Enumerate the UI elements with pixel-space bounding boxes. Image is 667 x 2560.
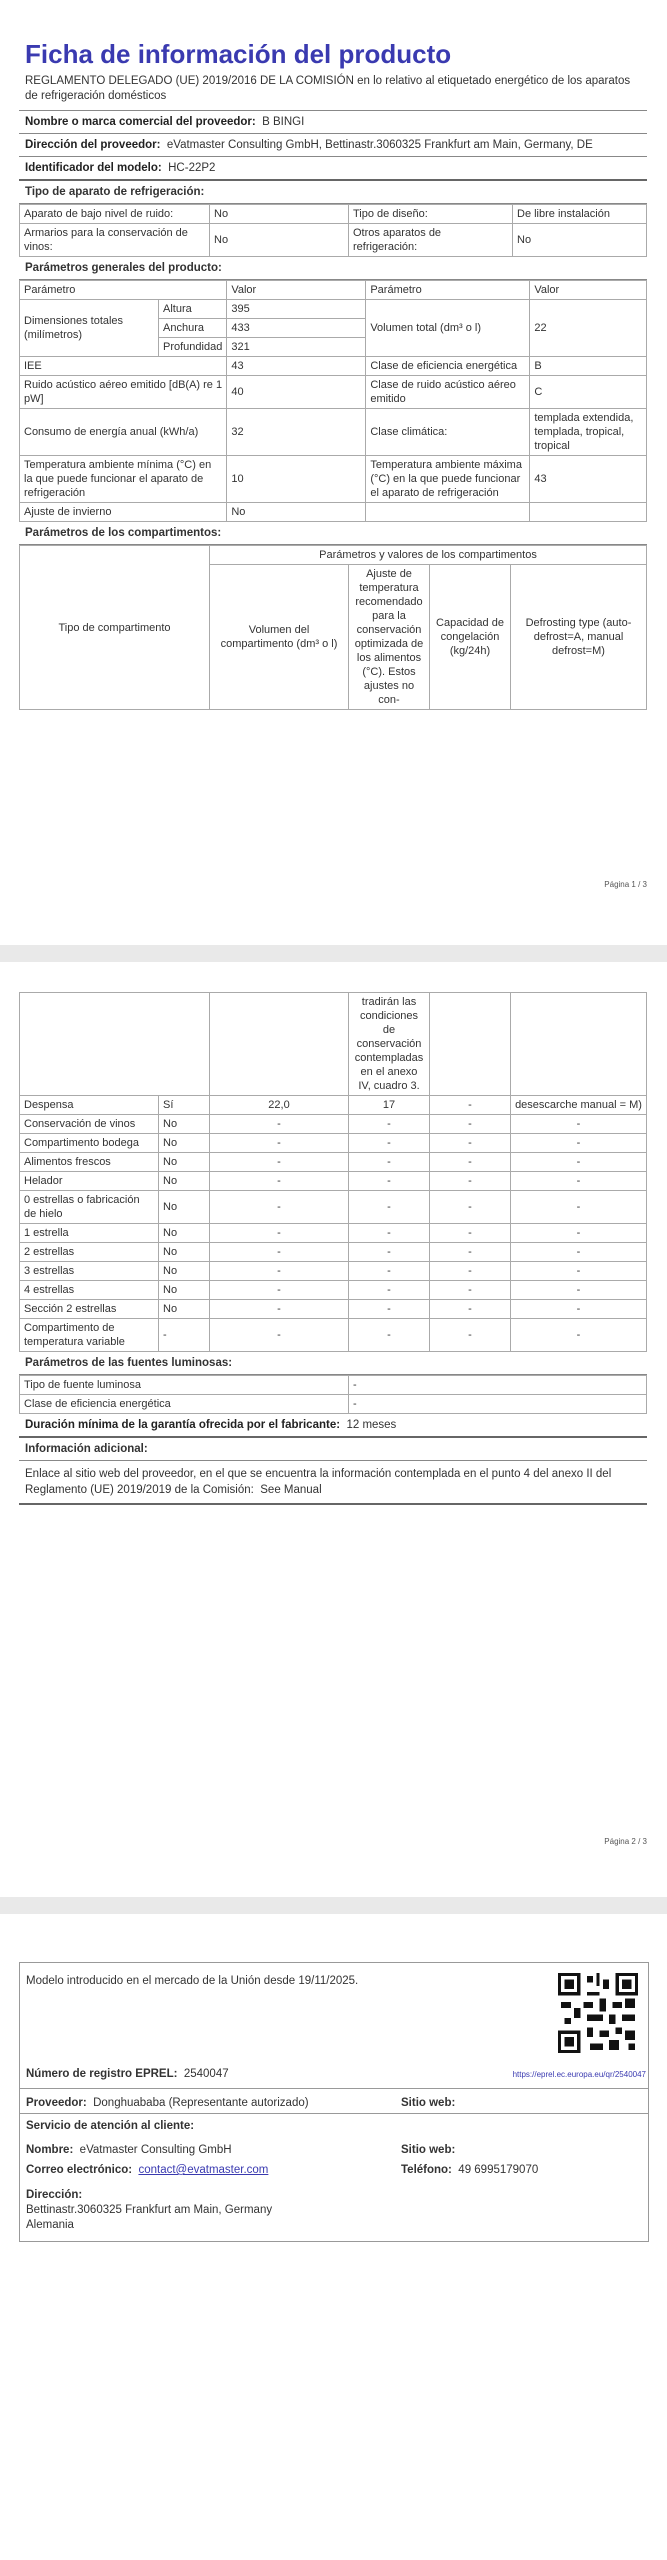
page-3: [0, 1914, 667, 2560]
compartment-temp: -: [349, 1172, 430, 1191]
compartment-temp: -: [349, 1115, 430, 1134]
page-number: Página 1 / 3: [604, 880, 647, 889]
compartment-defrost: -: [511, 1224, 647, 1243]
compartment-row: [20, 1281, 647, 1300]
model-row: Identificador del modelo: HC-22P2: [19, 157, 647, 181]
compartment-temp: 17: [349, 1096, 430, 1115]
general-params-table: Parámetro Valor Parámetro Valor Dimensiones totales (milímetros) Altura 395 Volumen total (dm³ o l) 22 Anchura 433 Profundidad 321 IEE 43 Clase de eficiencia energética B Ruido acústico aéreo emitido [dB(A) re 1 pW] 40 Clase de ruido acústico aéreo emitido C Consumo de energía anual (kWh/a) 32 Clase climática: templada extendida, templada, tropical, tropical Temperatura ambiente mínima (°C) en la que puede funcionar el aparato de refrigeración 10 Temperatura ambiente máxima (°C) en la que puede funcionar el aparato de refrigeración 43 Ajuste de invierno No: [19, 280, 647, 522]
compartment-present: No: [159, 1115, 210, 1134]
compartment-name: Compartimento de temperatura variable: [20, 1319, 159, 1352]
compartment-freeze: -: [430, 1134, 511, 1153]
compartment-temp: -: [349, 1243, 430, 1262]
compartment-defrost: -: [511, 1319, 647, 1352]
compartment-present: No: [159, 1134, 210, 1153]
provider-row: Proveedor: Donghuababa (Representante autorizado) Sitio web:: [20, 2093, 648, 2114]
compartment-name: Despensa: [20, 1096, 159, 1115]
page-2: [0, 962, 667, 1897]
compartment-volume: -: [210, 1191, 349, 1224]
compartment-row: [20, 1319, 647, 1352]
compartment-name: 4 estrellas: [20, 1281, 159, 1300]
compartment-volume: -: [210, 1153, 349, 1172]
product-sheet: [19, 36, 647, 710]
additional-info: Enlace al sitio web del proveedor, en el que se encuentra la información contemplada en el punto 4 del anexo II del Reglamento (UE) 2019/2019 de la Comisión: See Manual: [19, 1461, 647, 1505]
compartment-name: 2 estrellas: [20, 1243, 159, 1262]
appliance-type-table: Aparato de bajo nivel de ruido: No Tipo de diseño: De libre instalación Armarios para la conservación de vinos: No Otros aparatos de refrigeración: No: [19, 204, 647, 257]
compartment-defrost: -: [511, 1281, 647, 1300]
compartment-defrost: -: [511, 1115, 647, 1134]
compartment-freeze: -: [430, 1153, 511, 1172]
compartment-name: Helador: [20, 1172, 159, 1191]
compartment-defrost: -: [511, 1153, 647, 1172]
compartments-header-table: Tipo de compartimento Parámetros y valores de los compartimentos Volumen del compartimento (dm³ o l) Ajuste de temperatura recomendado para la conservación optimizada de los alimentos (°C). Estos ajustes no con- Capacidad de congelación (kg/24h) Defrosting type (auto-defrost=A, manual defrost=M): [19, 545, 647, 710]
manual-link[interactable]: See Manual: [260, 1484, 322, 1496]
compartment-name: Compartimento bodega: [20, 1134, 159, 1153]
compartment-freeze: -: [430, 1300, 511, 1319]
compartment-name: Conservación de vinos: [20, 1115, 159, 1134]
compartment-row: [20, 1153, 647, 1172]
compartment-volume: -: [210, 1172, 349, 1191]
compartment-name: Sección 2 estrellas: [20, 1300, 159, 1319]
eprel-row: Número de registro EPREL: 2540047 https://eprel.ec.europa.eu/qr/2540047: [20, 2068, 648, 2089]
product-sheet-continued: [19, 992, 647, 1505]
compartment-defrost: -: [511, 1191, 647, 1224]
compartments-table: tradirán las condiciones de conservación contempladas en el anexo IV, cuadro 3. Despensa Sí 22,0 17 - desescarche manual = M) Conservación de vinos No - - - - Compartimento bodega No - - - - Alimentos frescos No - - - - Helador No - - - - 0 estrellas o fabricación de hielo No - - - - 1 estrella No - - - - 2 estrellas No - - - - 3 estrellas No - - - - 4 estrellas No - - - - Sección 2 estrellas No - - - - Compartimento de temperatura variable - - - - -: [19, 992, 647, 1352]
compartment-freeze: -: [430, 1262, 511, 1281]
compartment-defrost: -: [511, 1262, 647, 1281]
compartment-name: 1 estrella: [20, 1224, 159, 1243]
compartment-defrost: -: [511, 1172, 647, 1191]
compartment-row: [20, 1115, 647, 1134]
service-name-row: Nombre: eVatmaster Consulting GmbH Sitio web:: [26, 2144, 456, 2156]
compartment-present: Sí: [159, 1096, 210, 1115]
compartment-volume: -: [210, 1300, 349, 1319]
compartment-temp: -: [349, 1262, 430, 1281]
market-date: Modelo introducido en el mercado de la Unión desde 19/11/2025.: [26, 1975, 359, 1987]
compartment-volume: -: [210, 1319, 349, 1352]
compartment-name: 3 estrellas: [20, 1262, 159, 1281]
compartment-name: 0 estrellas o fabricación de hielo: [20, 1191, 159, 1224]
compartment-temp: -: [349, 1300, 430, 1319]
general-params-heading: Parámetros generales del producto:: [19, 257, 647, 280]
compartment-defrost: -: [511, 1134, 647, 1153]
page-1: [0, 0, 667, 945]
compartment-defrost: -: [511, 1243, 647, 1262]
compartments-heading: Parámetros de los compartimentos:: [19, 522, 647, 545]
compartment-volume: 22,0: [210, 1096, 349, 1115]
regulation-text: REGLAMENTO DELEGADO (UE) 2019/2016 DE LA COMISIÓN en lo relativo al etiquetado energético de los aparatos de refrigeración domésticos: [19, 72, 647, 111]
supplier-row: Nombre o marca comercial del proveedor: B BINGI: [19, 111, 647, 134]
registration-box: [19, 1962, 649, 2242]
compartment-row: [20, 1262, 647, 1281]
compartment-volume: -: [210, 1134, 349, 1153]
page-title: Ficha de información del producto: [25, 39, 452, 69]
compartment-row: [20, 1191, 647, 1224]
compartment-freeze: -: [430, 1172, 511, 1191]
warranty-row: Duración mínima de la garantía ofrecida por el fabricante: 12 meses: [19, 1414, 647, 1438]
address-row: Dirección del proveedor: eVatmaster Consulting GmbH, Bettinastr.3060325 Frankfurt am Main, Germany, DE: [19, 134, 647, 157]
compartment-temp: -: [349, 1153, 430, 1172]
page-number: Página 2 / 3: [604, 1837, 647, 1846]
compartment-present: No: [159, 1153, 210, 1172]
compartment-row: [20, 1243, 647, 1262]
light-heading: Parámetros de las fuentes luminosas:: [19, 1352, 647, 1375]
compartment-volume: -: [210, 1262, 349, 1281]
compartment-freeze: -: [430, 1096, 511, 1115]
compartment-defrost: desescarche manual = M): [511, 1096, 647, 1115]
eprel-url-link[interactable]: https://eprel.ec.europa.eu/qr/2540047: [512, 2070, 646, 2079]
compartment-present: No: [159, 1300, 210, 1319]
compartment-present: No: [159, 1243, 210, 1262]
email-link[interactable]: contact@evatmaster.com: [138, 2164, 269, 2176]
compartment-temp: -: [349, 1191, 430, 1224]
compartment-row: [20, 1172, 647, 1191]
compartment-temp: -: [349, 1224, 430, 1243]
compartment-temp: -: [349, 1281, 430, 1300]
compartment-freeze: -: [430, 1224, 511, 1243]
compartment-temp: -: [349, 1319, 430, 1352]
address-block: Dirección: Bettinastr.3060325 Frankfurt am Main, Germany Alemania: [26, 2189, 273, 2231]
compartment-volume: -: [210, 1281, 349, 1300]
compartment-present: No: [159, 1172, 210, 1191]
qr-code-icon[interactable]: [558, 1973, 638, 2053]
compartment-present: No: [159, 1281, 210, 1300]
compartment-volume: -: [210, 1224, 349, 1243]
compartment-freeze: -: [430, 1281, 511, 1300]
appliance-type-heading: Tipo de aparato de refrigeración:: [19, 181, 647, 204]
compartment-freeze: -: [430, 1319, 511, 1352]
compartment-present: No: [159, 1191, 210, 1224]
compartment-present: No: [159, 1262, 210, 1281]
light-table: Tipo de fuente luminosa - Clase de eficiencia energética -: [19, 1375, 647, 1414]
compartment-row: [20, 1300, 647, 1319]
compartment-name: Alimentos frescos: [20, 1153, 159, 1172]
compartment-present: No: [159, 1224, 210, 1243]
contact-row: Correo electrónico: contact@evatmaster.com Teléfono: 49 6995179070: [26, 2164, 539, 2176]
compartment-row: [20, 1224, 647, 1243]
compartment-present: -: [159, 1319, 210, 1352]
compartment-freeze: -: [430, 1243, 511, 1262]
compartment-defrost: -: [511, 1300, 647, 1319]
compartment-volume: -: [210, 1115, 349, 1134]
compartment-freeze: -: [430, 1191, 511, 1224]
compartment-row: [20, 1096, 647, 1115]
compartment-freeze: -: [430, 1115, 511, 1134]
compartment-row: [20, 1134, 647, 1153]
compartment-temp: -: [349, 1134, 430, 1153]
compartment-volume: -: [210, 1243, 349, 1262]
service-heading: Servicio de atención al cliente:: [26, 2120, 195, 2132]
compartment-rows: [20, 1096, 647, 1352]
additional-heading: Información adicional:: [19, 1438, 647, 1461]
